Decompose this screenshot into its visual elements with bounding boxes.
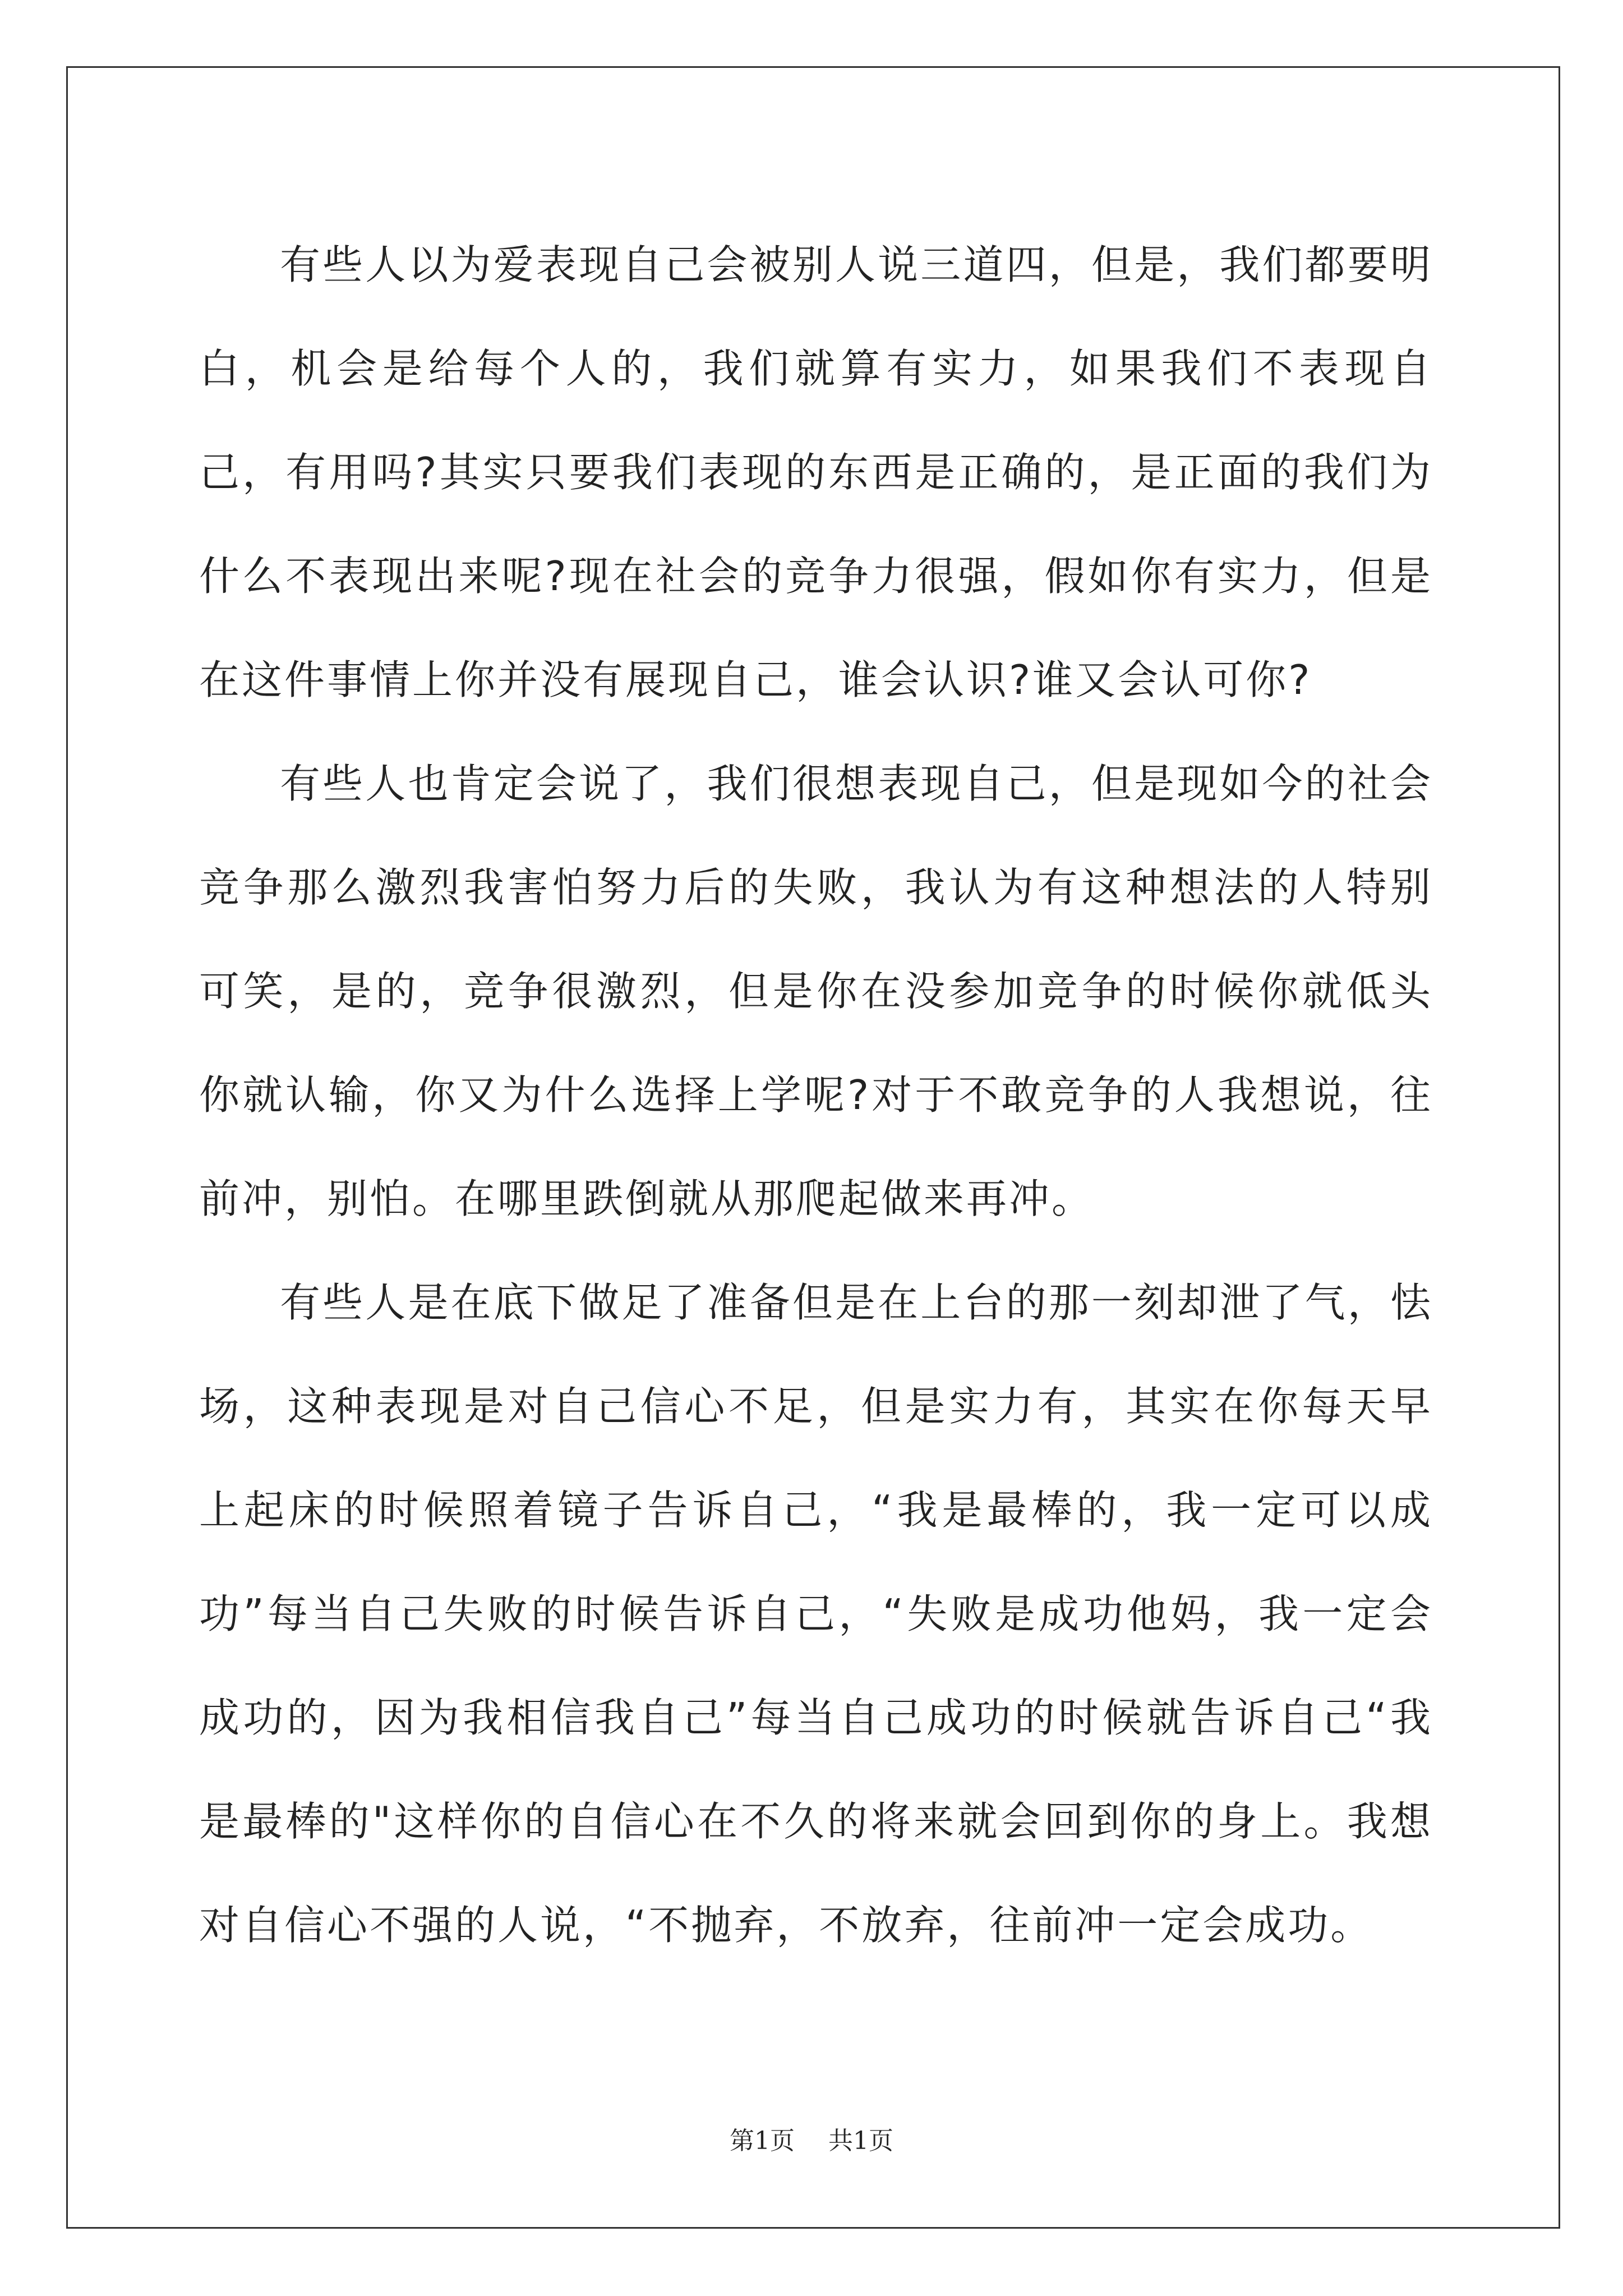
document-body — [199, 213, 1433, 1977]
paragraph-2: 有些人也肯定会说了，我们很想表现自己，但是现如今的社会竞争那么激烈我害怕努力后的失败，我认为有这种想法的人特别可笑，是的，竞争很激烈，但是你在没参加竞争的时候你就低头你就认输，你又为什么选择上学呢?对于不敢竞争的人我想说，往前冲，别怕。在哪里跌倒就从那爬起做来再冲。 — [199, 760, 1433, 1222]
page-total: 共1页 — [828, 2127, 893, 2155]
paragraph-1: 有些人以为爱表现自己会被别人说三道四，但是，我们都要明白，机会是给每个人的，我们就算有实力，如果我们不表现自己，有用吗?其实只要我们表现的东西是正确的，是正面的我们为什么不表现出来呢?现在社会的竞争力很强，假如你有实力，但是在这件事情上你并没有展现自己，谁会认识?谁又会认可你? — [199, 241, 1433, 703]
page-footer — [0, 2120, 1623, 2156]
paragraph-3: 有些人是在底下做足了准备但是在上台的那一刻却泄了气，怯场，这种表现是对自己信心不足，但是实力有，其实在你每天早上起床的时候照着镜子告诉自己，“我是最棒的，我一定可以成功”每当自己失败的时候告诉自己，“失败是成功他妈，我一定会成功的，因为我相信我自己”每当自己成功的时候就告诉自己“我是最棒的"这样你的自信心在不久的将来就会回到你的身上。我想对自信心不强的人说，“不抛弃，不放弃，往前冲一定会成功。 — [199, 1279, 1433, 1949]
page-number: 第1页 — [730, 2127, 795, 2155]
